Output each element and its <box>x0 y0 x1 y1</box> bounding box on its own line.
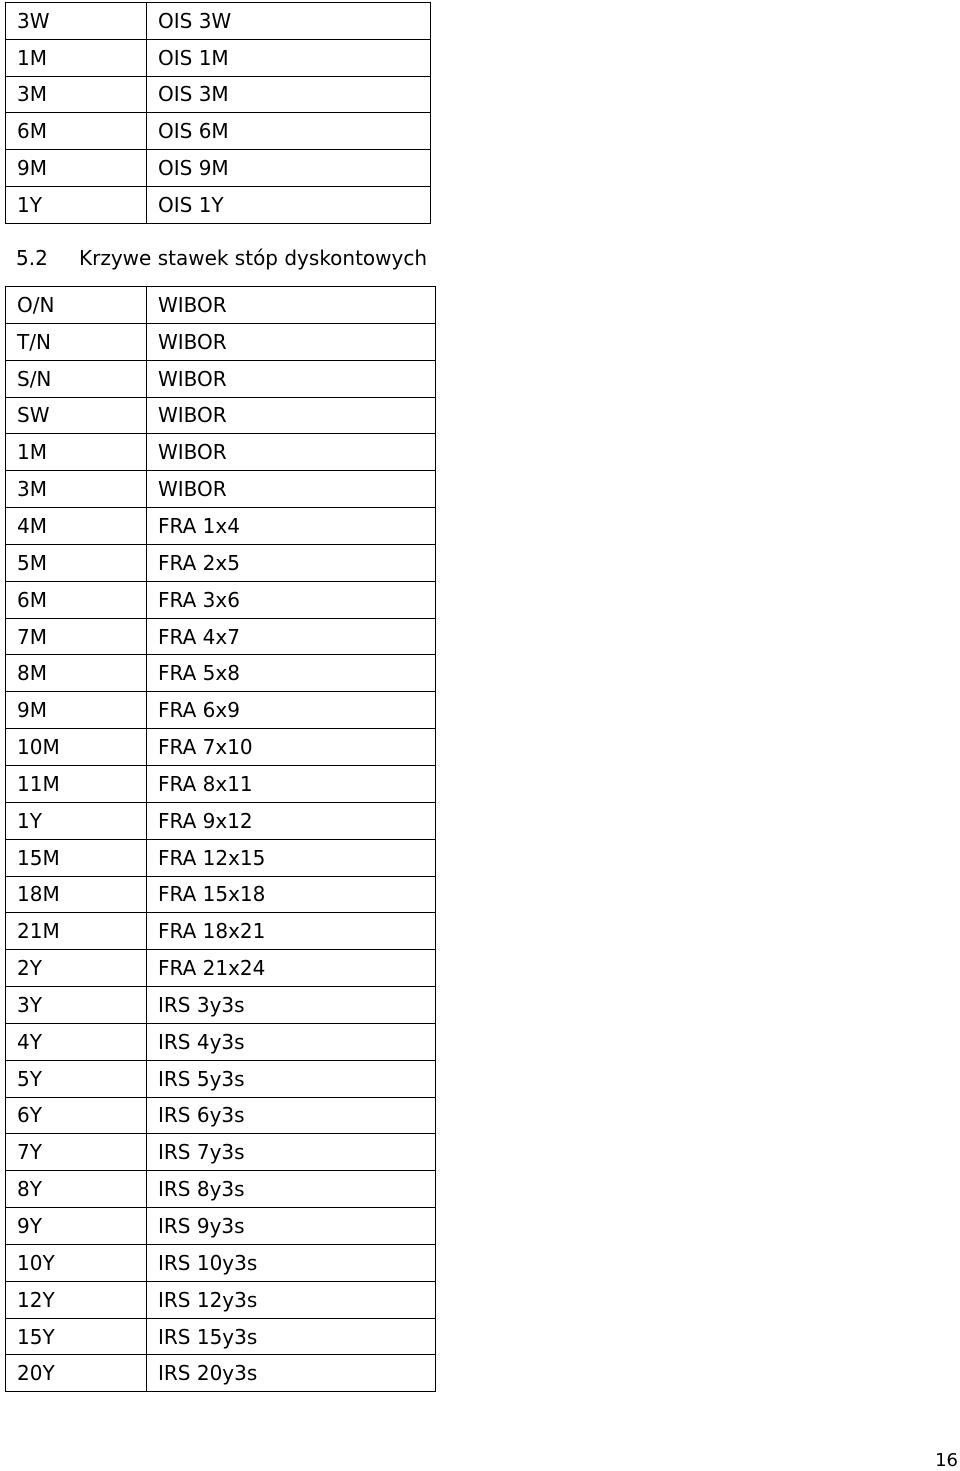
instrument-cell: FRA 3x6 <box>147 581 436 618</box>
instrument-cell: WIBOR <box>147 397 436 434</box>
tenor-cell: 21M <box>6 913 147 950</box>
tenor-cell: 6M <box>6 113 147 150</box>
instrument-cell: IRS 20y3s <box>147 1355 436 1392</box>
table-row <box>6 434 436 471</box>
table-row <box>6 1060 436 1097</box>
table-row <box>6 508 436 545</box>
tenor-cell: 3M <box>6 76 147 113</box>
table-row <box>6 1134 436 1171</box>
instrument-cell: OIS 6M <box>147 113 431 150</box>
tenor-cell: 5M <box>6 544 147 581</box>
instrument-cell: FRA 4x7 <box>147 618 436 655</box>
tenor-cell: 3Y <box>6 987 147 1024</box>
tenor-cell: 6M <box>6 581 147 618</box>
instrument-cell: OIS 1Y <box>147 186 431 223</box>
table-row <box>6 39 431 76</box>
instrument-cell: FRA 6x9 <box>147 692 436 729</box>
tenor-cell: 1Y <box>6 186 147 223</box>
table-row <box>6 765 436 802</box>
instrument-cell: WIBOR <box>147 323 436 360</box>
tenor-cell: 11M <box>6 765 147 802</box>
instrument-cell: OIS 3M <box>147 76 431 113</box>
tenor-cell: 3M <box>6 471 147 508</box>
instrument-cell: FRA 21x24 <box>147 950 436 987</box>
discount-curve-table-body <box>6 287 436 1392</box>
table-row <box>6 692 436 729</box>
tenor-cell: 4Y <box>6 1023 147 1060</box>
tenor-cell: 20Y <box>6 1355 147 1392</box>
table-row <box>6 186 431 223</box>
tenor-cell: 18M <box>6 876 147 913</box>
tenor-cell: 3W <box>6 3 147 40</box>
instrument-cell: FRA 12x15 <box>147 839 436 876</box>
table-row <box>6 323 436 360</box>
table-row <box>6 987 436 1024</box>
instrument-cell: FRA 1x4 <box>147 508 436 545</box>
table-row <box>6 150 431 187</box>
ois-tenor-table <box>5 2 431 224</box>
tenor-cell: 4M <box>6 508 147 545</box>
tenor-cell: 1Y <box>6 802 147 839</box>
instrument-cell: IRS 8y3s <box>147 1171 436 1208</box>
tenor-cell: 10Y <box>6 1244 147 1281</box>
tenor-cell: 2Y <box>6 950 147 987</box>
table-row <box>6 1097 436 1134</box>
instrument-cell: IRS 9y3s <box>147 1208 436 1245</box>
table-row <box>6 360 436 397</box>
tenor-cell: O/N <box>6 287 147 324</box>
instrument-cell: IRS 6y3s <box>147 1097 436 1134</box>
tenor-cell: 12Y <box>6 1281 147 1318</box>
section-title: Krzywe stawek stóp dyskontowych <box>79 246 428 270</box>
table-row <box>6 950 436 987</box>
instrument-cell: IRS 7y3s <box>147 1134 436 1171</box>
table-row <box>6 1171 436 1208</box>
tenor-cell: S/N <box>6 360 147 397</box>
table-row <box>6 581 436 618</box>
instrument-cell: FRA 15x18 <box>147 876 436 913</box>
instrument-cell: FRA 8x11 <box>147 765 436 802</box>
instrument-cell: OIS 9M <box>147 150 431 187</box>
tenor-cell: 15M <box>6 839 147 876</box>
ois-tenor-table-body <box>6 3 431 224</box>
instrument-cell: IRS 15y3s <box>147 1318 436 1355</box>
instrument-cell: FRA 5x8 <box>147 655 436 692</box>
table-row <box>6 1355 436 1392</box>
instrument-cell: IRS 10y3s <box>147 1244 436 1281</box>
table-row <box>6 471 436 508</box>
table-row <box>6 1244 436 1281</box>
table-row <box>6 1023 436 1060</box>
tenor-cell: 15Y <box>6 1318 147 1355</box>
page-number: 16 <box>935 1450 958 1471</box>
instrument-cell: WIBOR <box>147 471 436 508</box>
instrument-cell: OIS 1M <box>147 39 431 76</box>
table-row <box>6 839 436 876</box>
table-row <box>6 876 436 913</box>
instrument-cell: IRS 12y3s <box>147 1281 436 1318</box>
tenor-cell: 1M <box>6 39 147 76</box>
instrument-cell: IRS 3y3s <box>147 987 436 1024</box>
tenor-cell: 9M <box>6 150 147 187</box>
instrument-cell: FRA 7x10 <box>147 729 436 766</box>
tenor-cell: 7Y <box>6 1134 147 1171</box>
table-row <box>6 618 436 655</box>
table-row <box>6 76 431 113</box>
tenor-cell: 8M <box>6 655 147 692</box>
tenor-cell: 10M <box>6 729 147 766</box>
table-row <box>6 3 431 40</box>
tenor-cell: 9Y <box>6 1208 147 1245</box>
table-row <box>6 802 436 839</box>
tenor-cell: 9M <box>6 692 147 729</box>
instrument-cell: OIS 3W <box>147 3 431 40</box>
section-heading <box>16 244 427 272</box>
instrument-cell: WIBOR <box>147 287 436 324</box>
instrument-cell: WIBOR <box>147 434 436 471</box>
tenor-cell: 5Y <box>6 1060 147 1097</box>
table-row <box>6 1318 436 1355</box>
section-number: 5.2 <box>16 246 48 270</box>
tenor-cell: SW <box>6 397 147 434</box>
tenor-cell: T/N <box>6 323 147 360</box>
table-row <box>6 913 436 950</box>
instrument-cell: FRA 2x5 <box>147 544 436 581</box>
table-row <box>6 729 436 766</box>
tenor-cell: 1M <box>6 434 147 471</box>
tenor-cell: 7M <box>6 618 147 655</box>
table-row <box>6 287 436 324</box>
instrument-cell: FRA 18x21 <box>147 913 436 950</box>
instrument-cell: IRS 5y3s <box>147 1060 436 1097</box>
table-row <box>6 655 436 692</box>
table-row <box>6 1208 436 1245</box>
tenor-cell: 6Y <box>6 1097 147 1134</box>
instrument-cell: WIBOR <box>147 360 436 397</box>
table-row <box>6 113 431 150</box>
instrument-cell: IRS 4y3s <box>147 1023 436 1060</box>
table-row <box>6 544 436 581</box>
tenor-cell: 8Y <box>6 1171 147 1208</box>
table-row <box>6 1281 436 1318</box>
table-row <box>6 397 436 434</box>
instrument-cell: FRA 9x12 <box>147 802 436 839</box>
discount-curve-table <box>5 286 436 1392</box>
